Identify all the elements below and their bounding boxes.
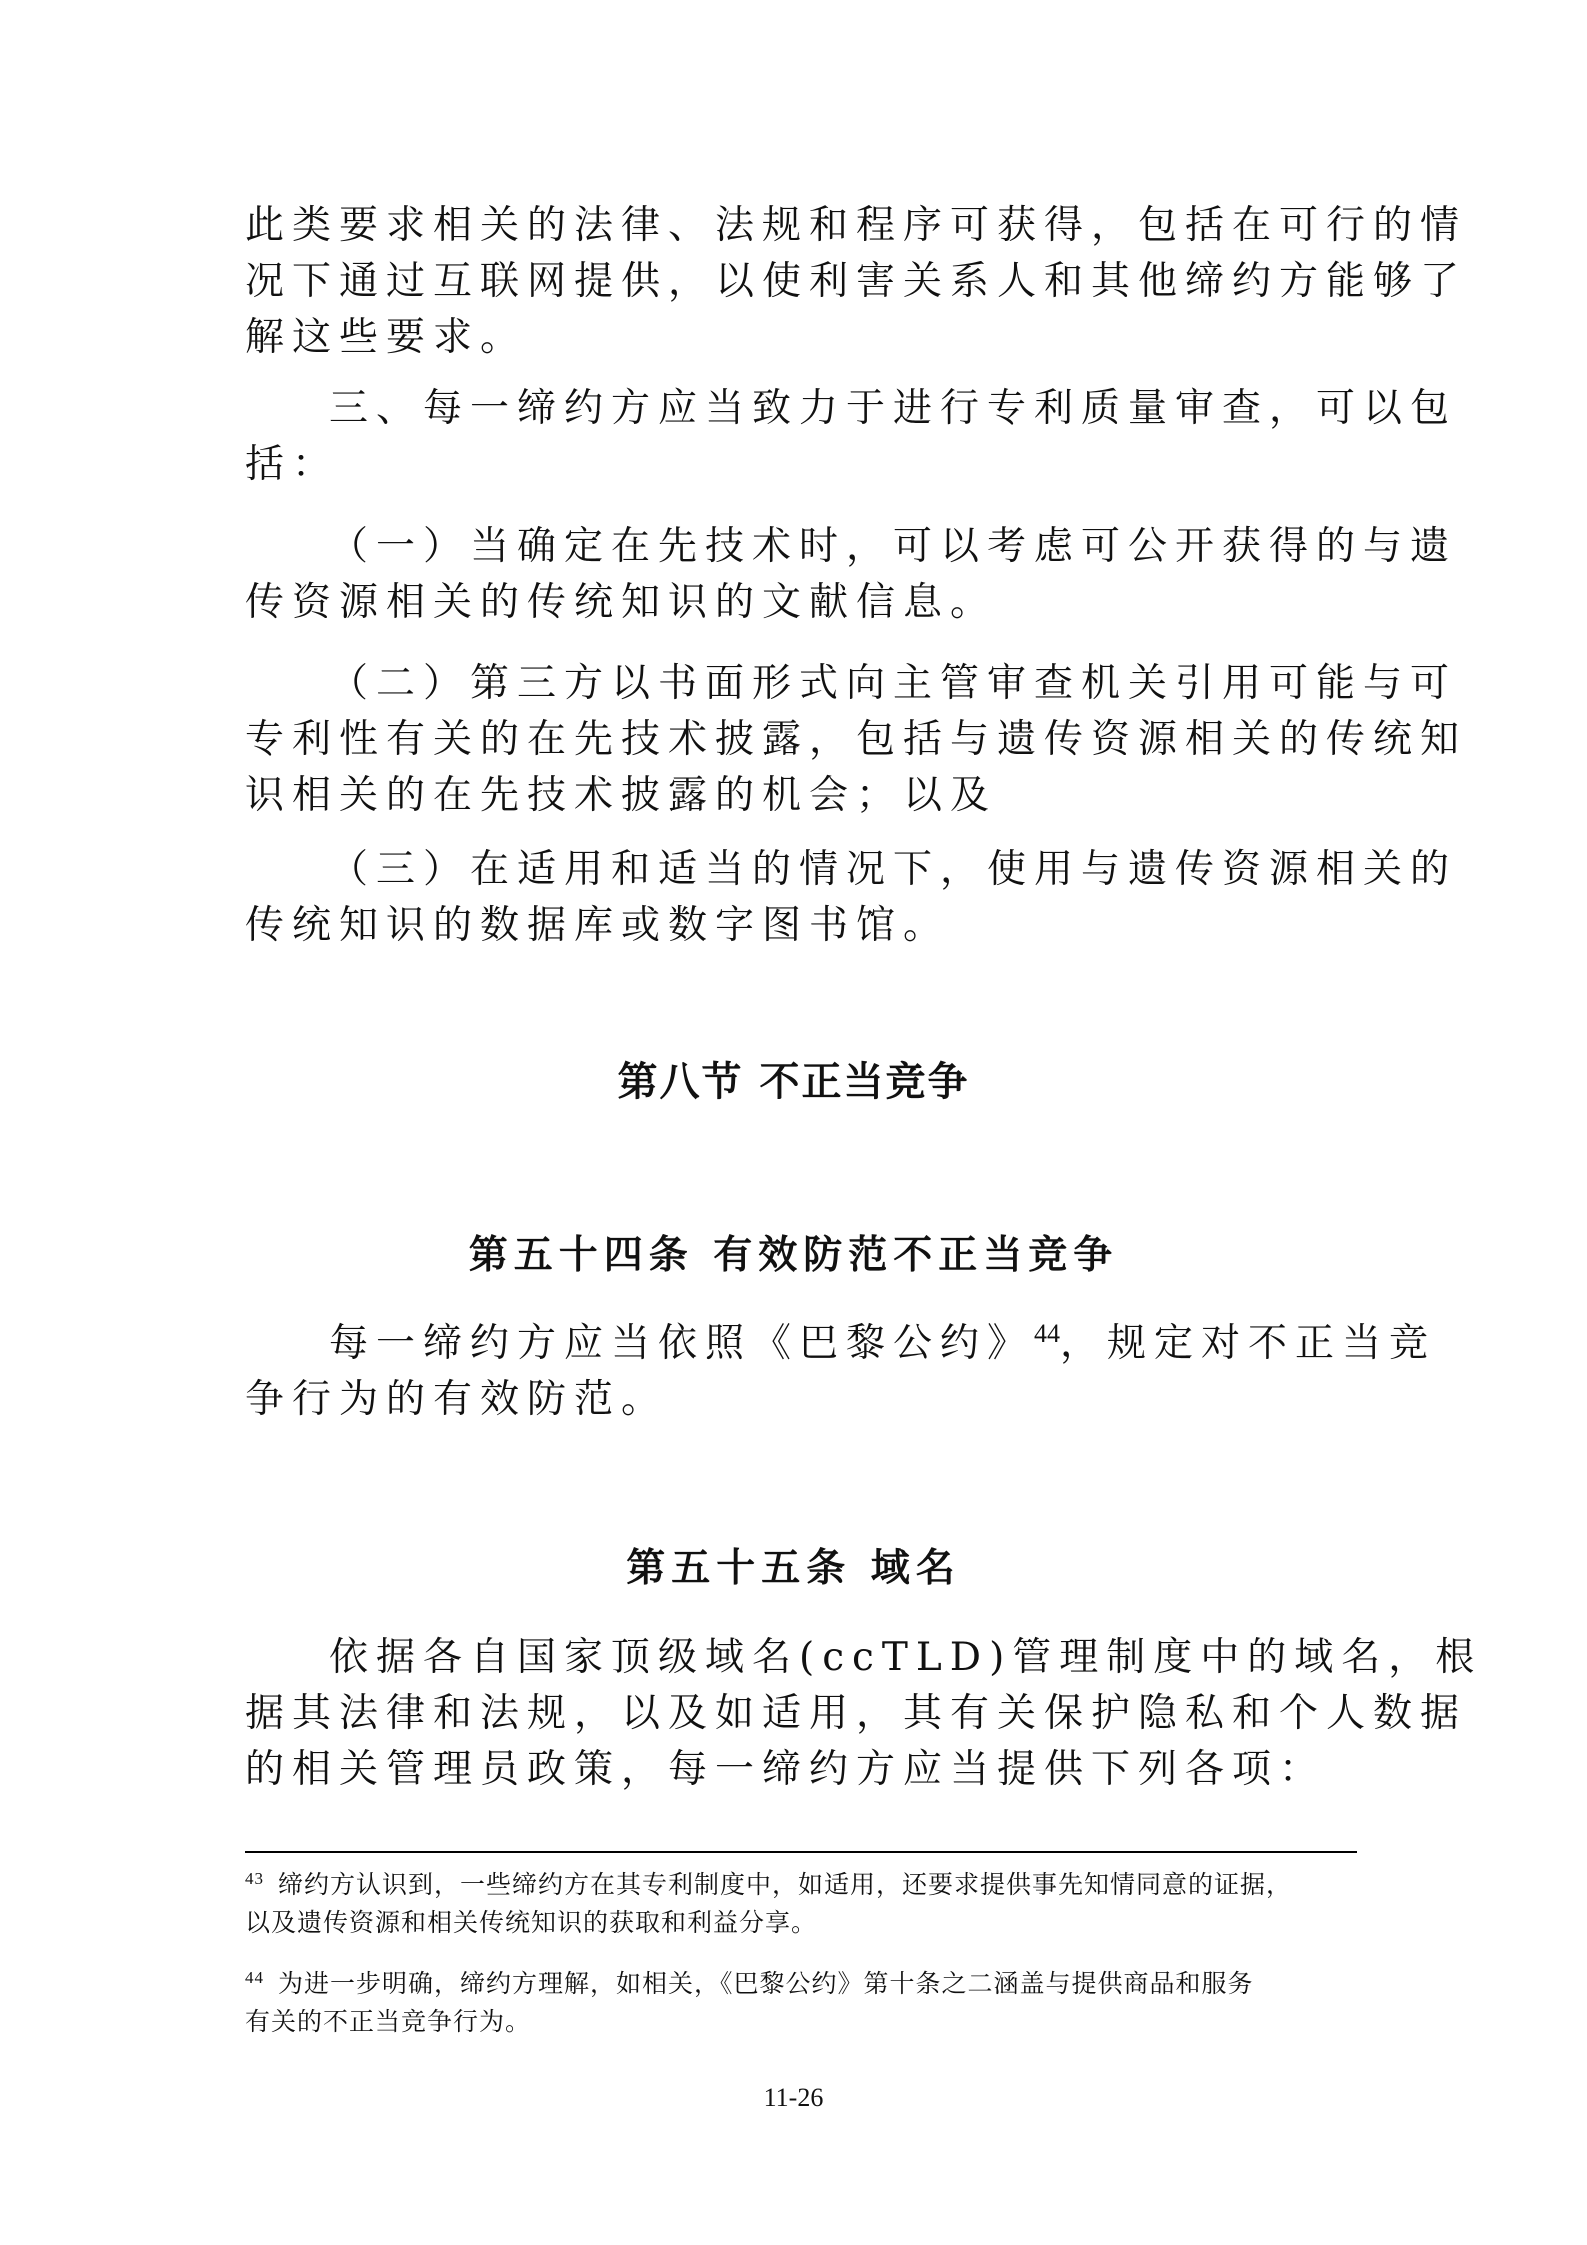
- text-line: 传统知识的数据库或数字图书馆。: [245, 903, 951, 948]
- article-heading: 第五十五条 域名: [626, 1545, 961, 1591]
- text-line: 专利性有关的在先技术披露，包括与遗传资源相关的传统知: [245, 717, 1468, 762]
- footnote-number: 44: [245, 1967, 264, 1987]
- footnote-text: 缔约方认识到，一些缔约方在其专利制度中，如适用，还要求提供事先知情同意的证据，: [278, 1870, 1293, 1899]
- footnote-line: 有关的不正当竞争行为。: [245, 2007, 532, 2036]
- text-line: 此类要求相关的法律、法规和程序可获得，包括在可行的情: [245, 203, 1468, 248]
- text-line: 三、每一缔约方应当致力于进行专利质量审查，可以包: [329, 386, 1458, 431]
- paragraph-subitem-one: [245, 519, 1458, 631]
- footnote-text: 为进一步明确，缔约方理解，如相关，《巴黎公约》第十条之二涵盖与提供商品和服务: [278, 1969, 1254, 1998]
- footnote-line: [245, 1965, 1355, 2003]
- text-line: 识相关的在先技术披露的机会；以及: [245, 773, 998, 818]
- text-line: 解这些要求。: [245, 315, 528, 360]
- paragraph-continuation: [245, 198, 1468, 366]
- text-segment: 每一缔约方应当依照《巴黎公约》: [329, 1321, 1035, 1366]
- footnote: [245, 1965, 1355, 2041]
- paragraph-item-three: [245, 381, 1458, 493]
- footnote: [245, 1866, 1355, 1942]
- page-number: 11-26: [763, 2083, 824, 2112]
- paragraph-article-55: [245, 1630, 1483, 1798]
- text-line: 的相关管理员政策，每一缔约方应当提供下列各项：: [245, 1747, 1327, 1792]
- footnote-reference: 44: [1034, 1319, 1061, 1348]
- text-segment: ，规定对不正当竞: [1060, 1321, 1437, 1366]
- text-line: 况下通过互联网提供，以使利害关系人和其他缔约方能够了: [245, 259, 1468, 304]
- text-line: 据其法律和法规，以及如适用，其有关保护隐私和个人数据: [245, 1691, 1468, 1736]
- text-line: （二）第三方以书面形式向主管审查机关引用可能与可: [329, 661, 1458, 706]
- paragraph-subitem-two: [245, 656, 1468, 824]
- text-line: [245, 1316, 1437, 1372]
- article-heading: 第五十四条 有效防范不正当竞争: [468, 1232, 1119, 1278]
- text-line: （一）当确定在先技术时，可以考虑可公开获得的与遗: [329, 524, 1458, 569]
- paragraph-article-54: [245, 1316, 1437, 1428]
- text-line: 括：: [245, 442, 340, 487]
- paragraph-subitem-three: [245, 842, 1458, 954]
- footnote-line: 以及遗传资源和相关传统知识的获取和利益分享。: [245, 1908, 818, 1937]
- text-line: （三）在适用和适当的情况下，使用与遗传资源相关的: [329, 847, 1458, 892]
- section-heading: 第八节 不正当竞争: [617, 1059, 970, 1105]
- footnote-number: 43: [245, 1868, 264, 1888]
- text-line: 传资源相关的传统知识的文献信息。: [245, 580, 998, 625]
- footnote-line: [245, 1866, 1355, 1904]
- footnote-separator: [245, 1851, 1357, 1853]
- text-line: 争行为的有效防范。: [245, 1377, 669, 1422]
- text-line: 依据各自国家顶级域名(ccTLD)管理制度中的域名，根: [329, 1635, 1483, 1680]
